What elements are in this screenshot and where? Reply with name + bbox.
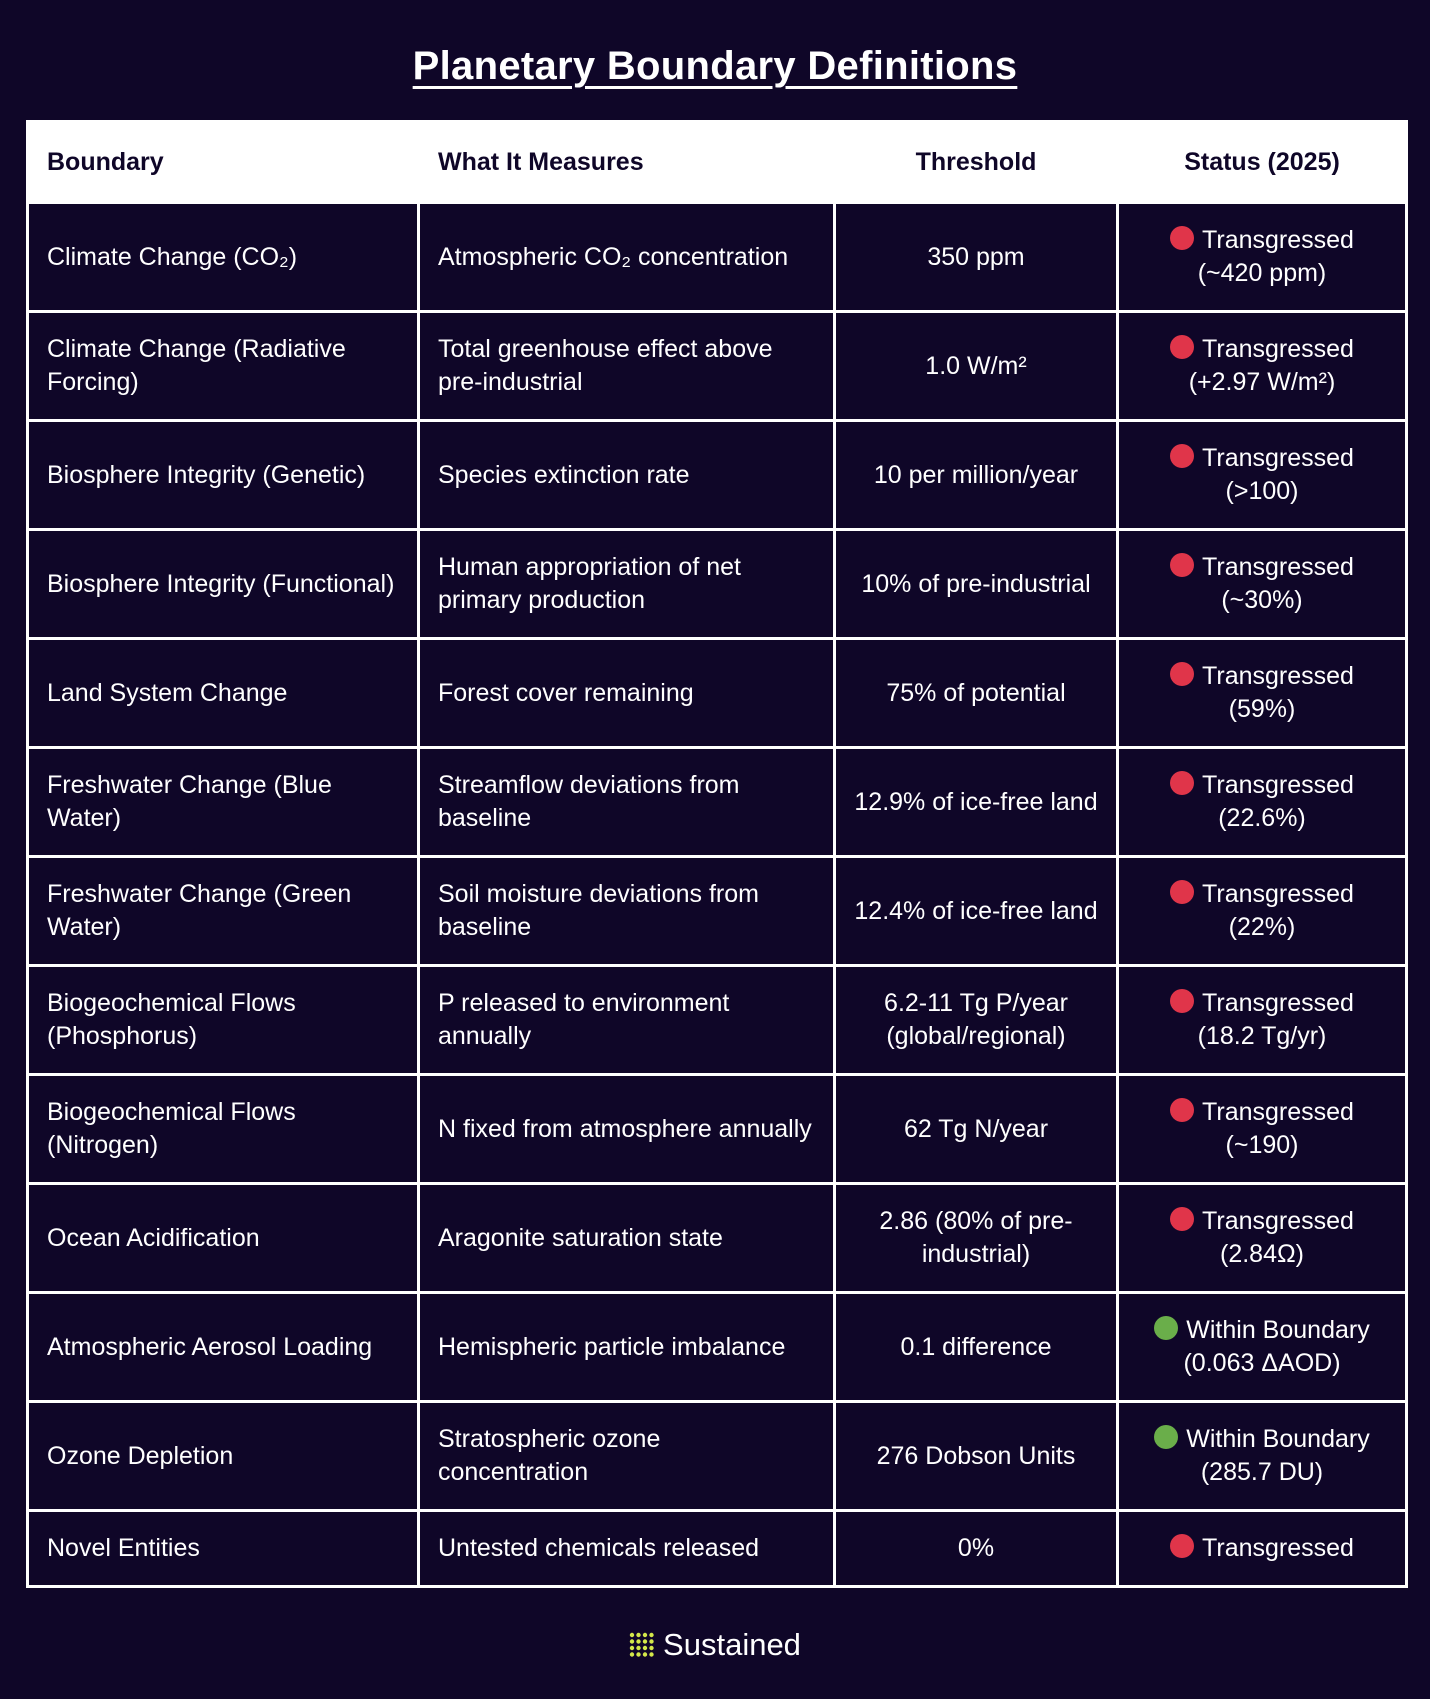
status-cell	[1118, 530, 1407, 639]
table-row	[28, 1293, 1407, 1402]
red-status-dot-icon	[1170, 444, 1194, 468]
red-status-dot-icon	[1170, 1207, 1194, 1231]
status-label: Transgressed	[1202, 989, 1354, 1017]
green-status-dot-icon	[1154, 1316, 1178, 1340]
threshold-cell: 1.0 W/m²	[835, 312, 1118, 421]
status-cell	[1118, 1184, 1407, 1293]
measures-cell: Untested chemicals released	[419, 1511, 835, 1587]
threshold-cell: 12.9% of ice-free land	[835, 748, 1118, 857]
red-status-dot-icon	[1170, 335, 1194, 359]
status-label: Transgressed	[1202, 662, 1354, 690]
status-cell	[1118, 857, 1407, 966]
status-detail: (~30%)	[1221, 586, 1303, 614]
status-detail: (+2.97 W/m²)	[1188, 368, 1336, 396]
status-cell	[1118, 312, 1407, 421]
boundary-table	[26, 120, 1408, 1588]
boundary-cell: Novel Entities	[28, 1511, 419, 1587]
footer-brand	[0, 1627, 1430, 1663]
threshold-cell: 62 Tg N/year	[835, 1075, 1118, 1184]
status-cell	[1118, 203, 1407, 312]
status-label: Transgressed	[1202, 444, 1354, 472]
red-status-dot-icon	[1170, 226, 1194, 250]
green-status-dot-icon	[1154, 1425, 1178, 1449]
measures-cell: Streamflow deviations from baseline	[419, 748, 835, 857]
threshold-cell: 10% of pre-industrial	[835, 530, 1118, 639]
status-detail: (59%)	[1228, 695, 1296, 723]
status-label: Transgressed	[1202, 553, 1354, 581]
red-status-dot-icon	[1170, 553, 1194, 577]
status-label: Transgressed	[1202, 880, 1354, 908]
table-row	[28, 639, 1407, 748]
status-detail: (285.7 DU)	[1200, 1458, 1324, 1486]
table-row	[28, 530, 1407, 639]
header-row	[28, 122, 1407, 203]
status-cell	[1118, 748, 1407, 857]
table-row	[28, 748, 1407, 857]
table-row	[28, 857, 1407, 966]
status-cell	[1118, 639, 1407, 748]
status-label: Transgressed	[1202, 1098, 1354, 1126]
header-measures: What It Measures	[419, 122, 835, 203]
threshold-cell: 75% of potential	[835, 639, 1118, 748]
page-title: Planetary Boundary Definitions	[412, 44, 1018, 88]
measures-cell: Forest cover remaining	[419, 639, 835, 748]
status-label: Within Boundary	[1186, 1425, 1370, 1453]
threshold-cell: 2.86 (80% of pre-industrial)	[835, 1184, 1118, 1293]
boundary-cell: Land System Change	[28, 639, 419, 748]
status-cell	[1118, 1402, 1407, 1511]
red-status-dot-icon	[1170, 1098, 1194, 1122]
boundary-cell: Freshwater Change (Green Water)	[28, 857, 419, 966]
measures-cell: Soil moisture deviations from baseline	[419, 857, 835, 966]
table-row	[28, 1075, 1407, 1184]
status-detail: (22.6%)	[1218, 804, 1306, 832]
status-label: Transgressed	[1202, 226, 1354, 254]
measures-cell: Human appropriation of net primary production	[419, 530, 835, 639]
status-label: Transgressed	[1202, 1207, 1354, 1235]
threshold-cell: 276 Dobson Units	[835, 1402, 1118, 1511]
table-row	[28, 966, 1407, 1075]
table-row	[28, 312, 1407, 421]
boundary-cell: Biogeochemical Flows (Phosphorus)	[28, 966, 419, 1075]
boundary-cell: Atmospheric Aerosol Loading	[28, 1293, 419, 1402]
measures-cell: Aragonite saturation state	[419, 1184, 835, 1293]
boundary-cell: Ozone Depletion	[28, 1402, 419, 1511]
status-cell	[1118, 1293, 1407, 1402]
status-detail: (18.2 Tg/yr)	[1197, 1022, 1327, 1050]
header-threshold: Threshold	[835, 122, 1118, 203]
red-status-dot-icon	[1170, 989, 1194, 1013]
measures-cell: Hemispheric particle imbalance	[419, 1293, 835, 1402]
status-label: Transgressed	[1202, 1534, 1354, 1562]
threshold-cell: 12.4% of ice-free land	[835, 857, 1118, 966]
red-status-dot-icon	[1170, 1534, 1194, 1558]
measures-cell: N fixed from atmosphere annually	[419, 1075, 835, 1184]
status-label: Transgressed	[1202, 771, 1354, 799]
boundary-cell: Climate Change (Radiative Forcing)	[28, 312, 419, 421]
boundary-cell: Ocean Acidification	[28, 1184, 419, 1293]
table-row	[28, 1184, 1407, 1293]
boundary-cell: Climate Change (CO₂)	[28, 203, 419, 312]
table-row	[28, 203, 1407, 312]
status-label: Transgressed	[1202, 335, 1354, 363]
header-boundary: Boundary	[28, 122, 419, 203]
status-cell	[1118, 966, 1407, 1075]
measures-cell: Atmospheric CO₂ concentration	[419, 203, 835, 312]
table-row	[28, 1511, 1407, 1587]
status-cell	[1118, 1511, 1407, 1587]
red-status-dot-icon	[1170, 771, 1194, 795]
table-row	[28, 1402, 1407, 1511]
red-status-dot-icon	[1170, 880, 1194, 904]
status-detail: (~420 ppm)	[1197, 259, 1327, 287]
threshold-cell: 6.2-11 Tg P/year (global/regional)	[835, 966, 1118, 1075]
threshold-cell: 0.1 difference	[835, 1293, 1118, 1402]
dot-grid-logo-icon	[629, 1632, 655, 1658]
red-status-dot-icon	[1170, 662, 1194, 686]
boundary-cell: Biosphere Integrity (Genetic)	[28, 421, 419, 530]
boundary-cell: Biogeochemical Flows (Nitrogen)	[28, 1075, 419, 1184]
status-detail: (>100)	[1225, 477, 1299, 505]
status-detail: (0.063 ΔAOD)	[1183, 1349, 1341, 1377]
measures-cell: Stratospheric ozone concentration	[419, 1402, 835, 1511]
status-detail: (~190)	[1225, 1131, 1299, 1159]
threshold-cell: 0%	[835, 1511, 1118, 1587]
brand-name: Sustained	[663, 1627, 801, 1662]
measures-cell: Total greenhouse effect above pre-industrial	[419, 312, 835, 421]
measures-cell: P released to environment annually	[419, 966, 835, 1075]
status-cell	[1118, 1075, 1407, 1184]
header-status: Status (2025)	[1118, 122, 1407, 203]
threshold-cell: 10 per million/year	[835, 421, 1118, 530]
status-detail: (2.84Ω)	[1220, 1240, 1304, 1268]
status-cell	[1118, 421, 1407, 530]
status-label: Within Boundary	[1186, 1316, 1370, 1344]
measures-cell: Species extinction rate	[419, 421, 835, 530]
status-detail: (22%)	[1228, 913, 1296, 941]
threshold-cell: 350 ppm	[835, 203, 1118, 312]
boundary-cell: Freshwater Change (Blue Water)	[28, 748, 419, 857]
boundary-cell: Biosphere Integrity (Functional)	[28, 530, 419, 639]
table-row	[28, 421, 1407, 530]
